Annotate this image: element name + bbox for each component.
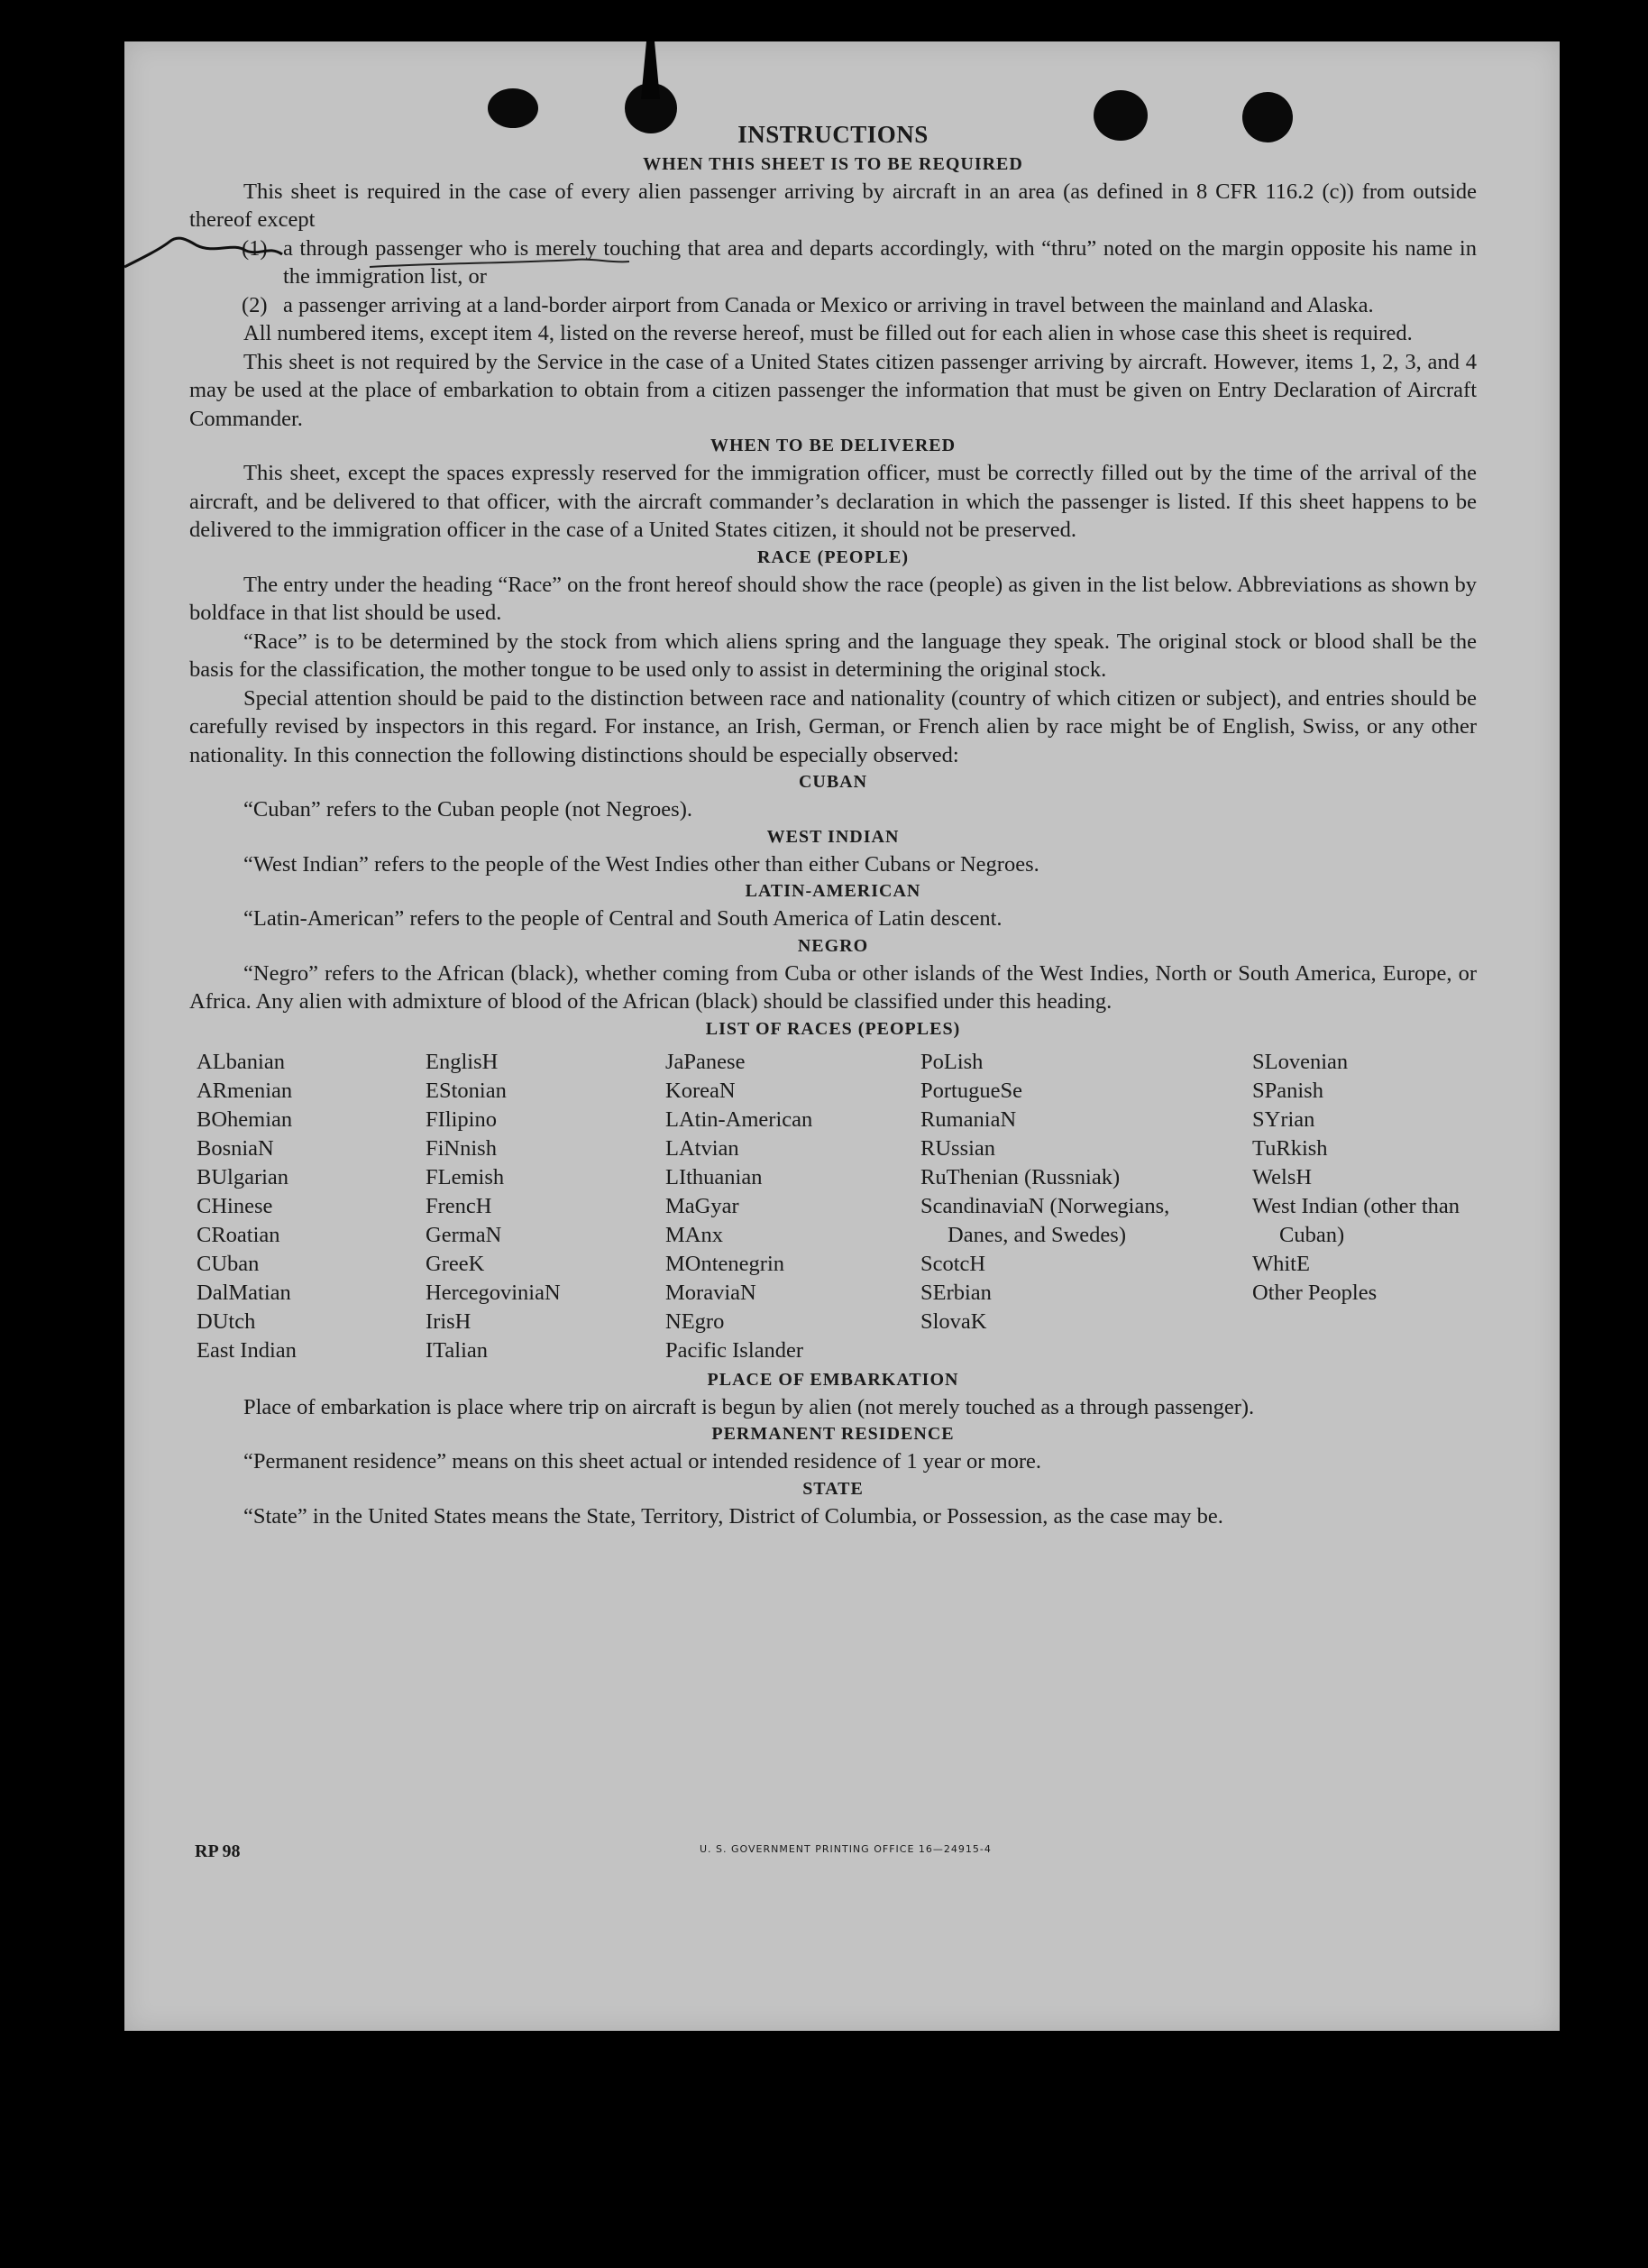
exception-text: a through passenger who is merely touching that area and departs accordingly, with “thru” noted on the margin opposite his name in the immigration list, or — [283, 235, 1477, 289]
race-item: ScandinaviaN (Norwegians, Danes, and Swedes) — [920, 1193, 1170, 1247]
race-item: PoLish — [920, 1049, 984, 1074]
race-item: FIlipino — [426, 1106, 497, 1132]
heading-embarkation: PLACE OF EMBARKATION — [707, 1369, 959, 1390]
paragraph-citizen: This sheet is not required by the Service in the case of a United States citizen passenger arriving by aircraft. However, items 1, 2, 3, and 4 may be used at the place of embarkation to obtain from a citizen passenger the information that must be given on Entry Declaration of Aircraft Commander. — [189, 349, 1477, 431]
paragraph-residence: “Permanent residence” means on this sheet actual or intended residence of 1 year or more. — [243, 1449, 1042, 1474]
heading-latin-american: LATIN-AMERICAN — [745, 881, 921, 901]
races-column — [920, 1048, 1252, 1365]
race-item: MoraviaN — [665, 1280, 756, 1305]
race-item: SPanish — [1252, 1078, 1323, 1103]
paragraph-race-nationality: Special attention should be paid to the distinction between race and nationality (country of which citizen or subject), and entries should be carefully revised by inspectors in this regard. For instance, an Irish, German, or French alien by race might be of English, Swiss, or any other nationality. In this connection the following distinctions should be especially observed: — [189, 685, 1477, 767]
race-item: MaGyar — [665, 1193, 739, 1218]
heading-state: STATE — [802, 1478, 864, 1499]
paragraph-west-indian: “West Indian” refers to the people of the West Indies other than either Cubans or Negroes. — [243, 851, 1039, 877]
race-item: RumaniaN — [920, 1106, 1017, 1132]
race-item: Other Peoples — [1252, 1280, 1378, 1305]
race-item: SlovaK — [920, 1308, 987, 1334]
race-item: DalMatian — [197, 1280, 291, 1305]
page-footer — [195, 1841, 1482, 1878]
paragraph-state: “State” in the United States means the State, Territory, District of Columbia, or Possession, as the case may be. — [243, 1503, 1223, 1529]
race-item: KoreaN — [665, 1078, 736, 1103]
document-page — [124, 41, 1560, 2031]
race-item: GreeK — [426, 1251, 485, 1276]
race-item: LIthuanian — [665, 1164, 763, 1189]
paragraph-embarkation: Place of embarkation is place where trip on aircraft is begun by alien (not merely touched as a through passenger). — [243, 1394, 1255, 1419]
race-item: CHinese — [197, 1193, 273, 1218]
race-item: SLovenian — [1252, 1049, 1349, 1074]
races-column — [1252, 1048, 1484, 1365]
races-list — [197, 1048, 1477, 1365]
page-title: INSTRUCTIONS — [737, 121, 929, 148]
race-item: BUlgarian — [197, 1164, 289, 1189]
race-item: RUssian — [920, 1135, 996, 1161]
heading-negro: NEGRO — [797, 935, 869, 956]
heading-races-list: LIST OF RACES (PEOPLES) — [705, 1018, 961, 1039]
race-item: SYrian — [1252, 1106, 1315, 1132]
race-item: PortugueSe — [920, 1078, 1022, 1103]
race-item: JaPanese — [665, 1049, 746, 1074]
printer-imprint: U. S. GOVERNMENT PRINTING OFFICE 16—24915-4 — [700, 1843, 992, 1855]
race-item: MOntenegrin — [665, 1251, 784, 1276]
race-item: ITalian — [426, 1337, 489, 1363]
race-item: EStonian — [426, 1078, 507, 1103]
race-item: MAnx — [665, 1222, 723, 1247]
race-item: East Indian — [197, 1337, 297, 1363]
exception-number: (1) — [242, 235, 268, 261]
heading-cuban: CUBAN — [798, 772, 868, 792]
race-item: EnglisH — [426, 1049, 499, 1074]
race-item: TuRkish — [1252, 1135, 1328, 1161]
form-number: RP 98 — [195, 1841, 241, 1861]
race-item: FLemish — [426, 1164, 505, 1189]
paragraph-numbered-items: All numbered items, except item 4, listed on the reverse hereof, must be filled out for each alien in whose case this sheet is required. — [243, 321, 1413, 345]
race-item: GermaN — [426, 1222, 502, 1247]
exception-text: a passenger arriving at a land-border airport from Canada or Mexico or arriving in travel between the mainland and Alaska. — [283, 292, 1374, 317]
paragraph-race-stock: “Race” is to be determined by the stock from which aliens spring and the language they speak. The original stock or blood shall be the basis for the classification, the mother tongue to be used only to assist in determining the original stock. — [189, 629, 1477, 682]
race-item: SErbian — [920, 1280, 992, 1305]
paragraph-cuban: “Cuban” refers to the Cuban people (not Negroes). — [243, 797, 692, 822]
race-item: BosniaN — [197, 1135, 274, 1161]
heading-race: RACE (PEOPLE) — [757, 546, 909, 567]
race-item: CUban — [197, 1251, 260, 1276]
race-item: ALbanian — [197, 1049, 285, 1074]
race-item: NEgro — [665, 1308, 725, 1334]
race-item: LAtin-American — [665, 1106, 813, 1132]
races-column — [665, 1048, 920, 1365]
races-column — [426, 1048, 665, 1365]
race-item: IrisH — [426, 1308, 472, 1334]
race-item: DUtch — [197, 1308, 256, 1334]
race-item: BOhemian — [197, 1106, 293, 1132]
race-item: RuThenian (Russniak) — [920, 1164, 1121, 1189]
heading-when-required: WHEN THIS SHEET IS TO BE REQUIRED — [643, 153, 1023, 174]
paragraph-latin-american: “Latin-American” refers to the people of Central and South America of Latin descent. — [243, 906, 1003, 931]
race-item: FrencH — [426, 1193, 492, 1218]
heading-when-delivered: WHEN TO BE DELIVERED — [710, 436, 957, 455]
race-item: ARmenian — [197, 1078, 293, 1103]
exception-number: (2) — [242, 292, 268, 317]
race-item: FiNnish — [426, 1135, 497, 1161]
paragraph-delivery: This sheet, except the spaces expressly reserved for the immigration officer, must be correctly filled out by the time of the arrival of the aircraft, and be delivered to that officer, with the aircraft commander’s declaration in which the passenger is listed. If this sheet happens to be delivered to the immigration officer in the case of a United States citizen, it should not be preserved. — [189, 461, 1477, 542]
race-item: ScotcH — [920, 1251, 986, 1276]
race-item: HercegoviniaN — [426, 1280, 561, 1305]
pen-strikeout-mark — [124, 41, 1560, 402]
races-column — [197, 1048, 426, 1365]
paragraph-race-entry: The entry under the heading “Race” on the front hereof should show the race (people) as given in the list below. Abbreviations as shown by boldface in that list should be used. — [189, 572, 1477, 625]
heading-west-indian: WEST INDIAN — [766, 826, 900, 847]
race-item: Pacific Islander — [665, 1337, 804, 1363]
heading-residence: PERMANENT RESIDENCE — [711, 1424, 955, 1444]
race-item: WhitE — [1252, 1251, 1310, 1276]
race-item: West Indian (other than Cuban) — [1252, 1193, 1460, 1247]
paragraph-negro: “Negro” refers to the African (black), whether coming from Cuba or other islands of the West Indies, North or South America, Europe, or Africa. Any alien with admixture of blood of the African (black) should be classified under this heading. — [189, 960, 1477, 1014]
race-item: LAtvian — [665, 1135, 739, 1161]
race-item: WelsH — [1252, 1164, 1313, 1189]
race-item: CRoatian — [197, 1222, 280, 1247]
paragraph-required-intro: This sheet is required in the case of every alien passenger arriving by aircraft in an area (as defined in 8 CFR 116.2 (c)) from outside thereof except — [189, 179, 1477, 232]
